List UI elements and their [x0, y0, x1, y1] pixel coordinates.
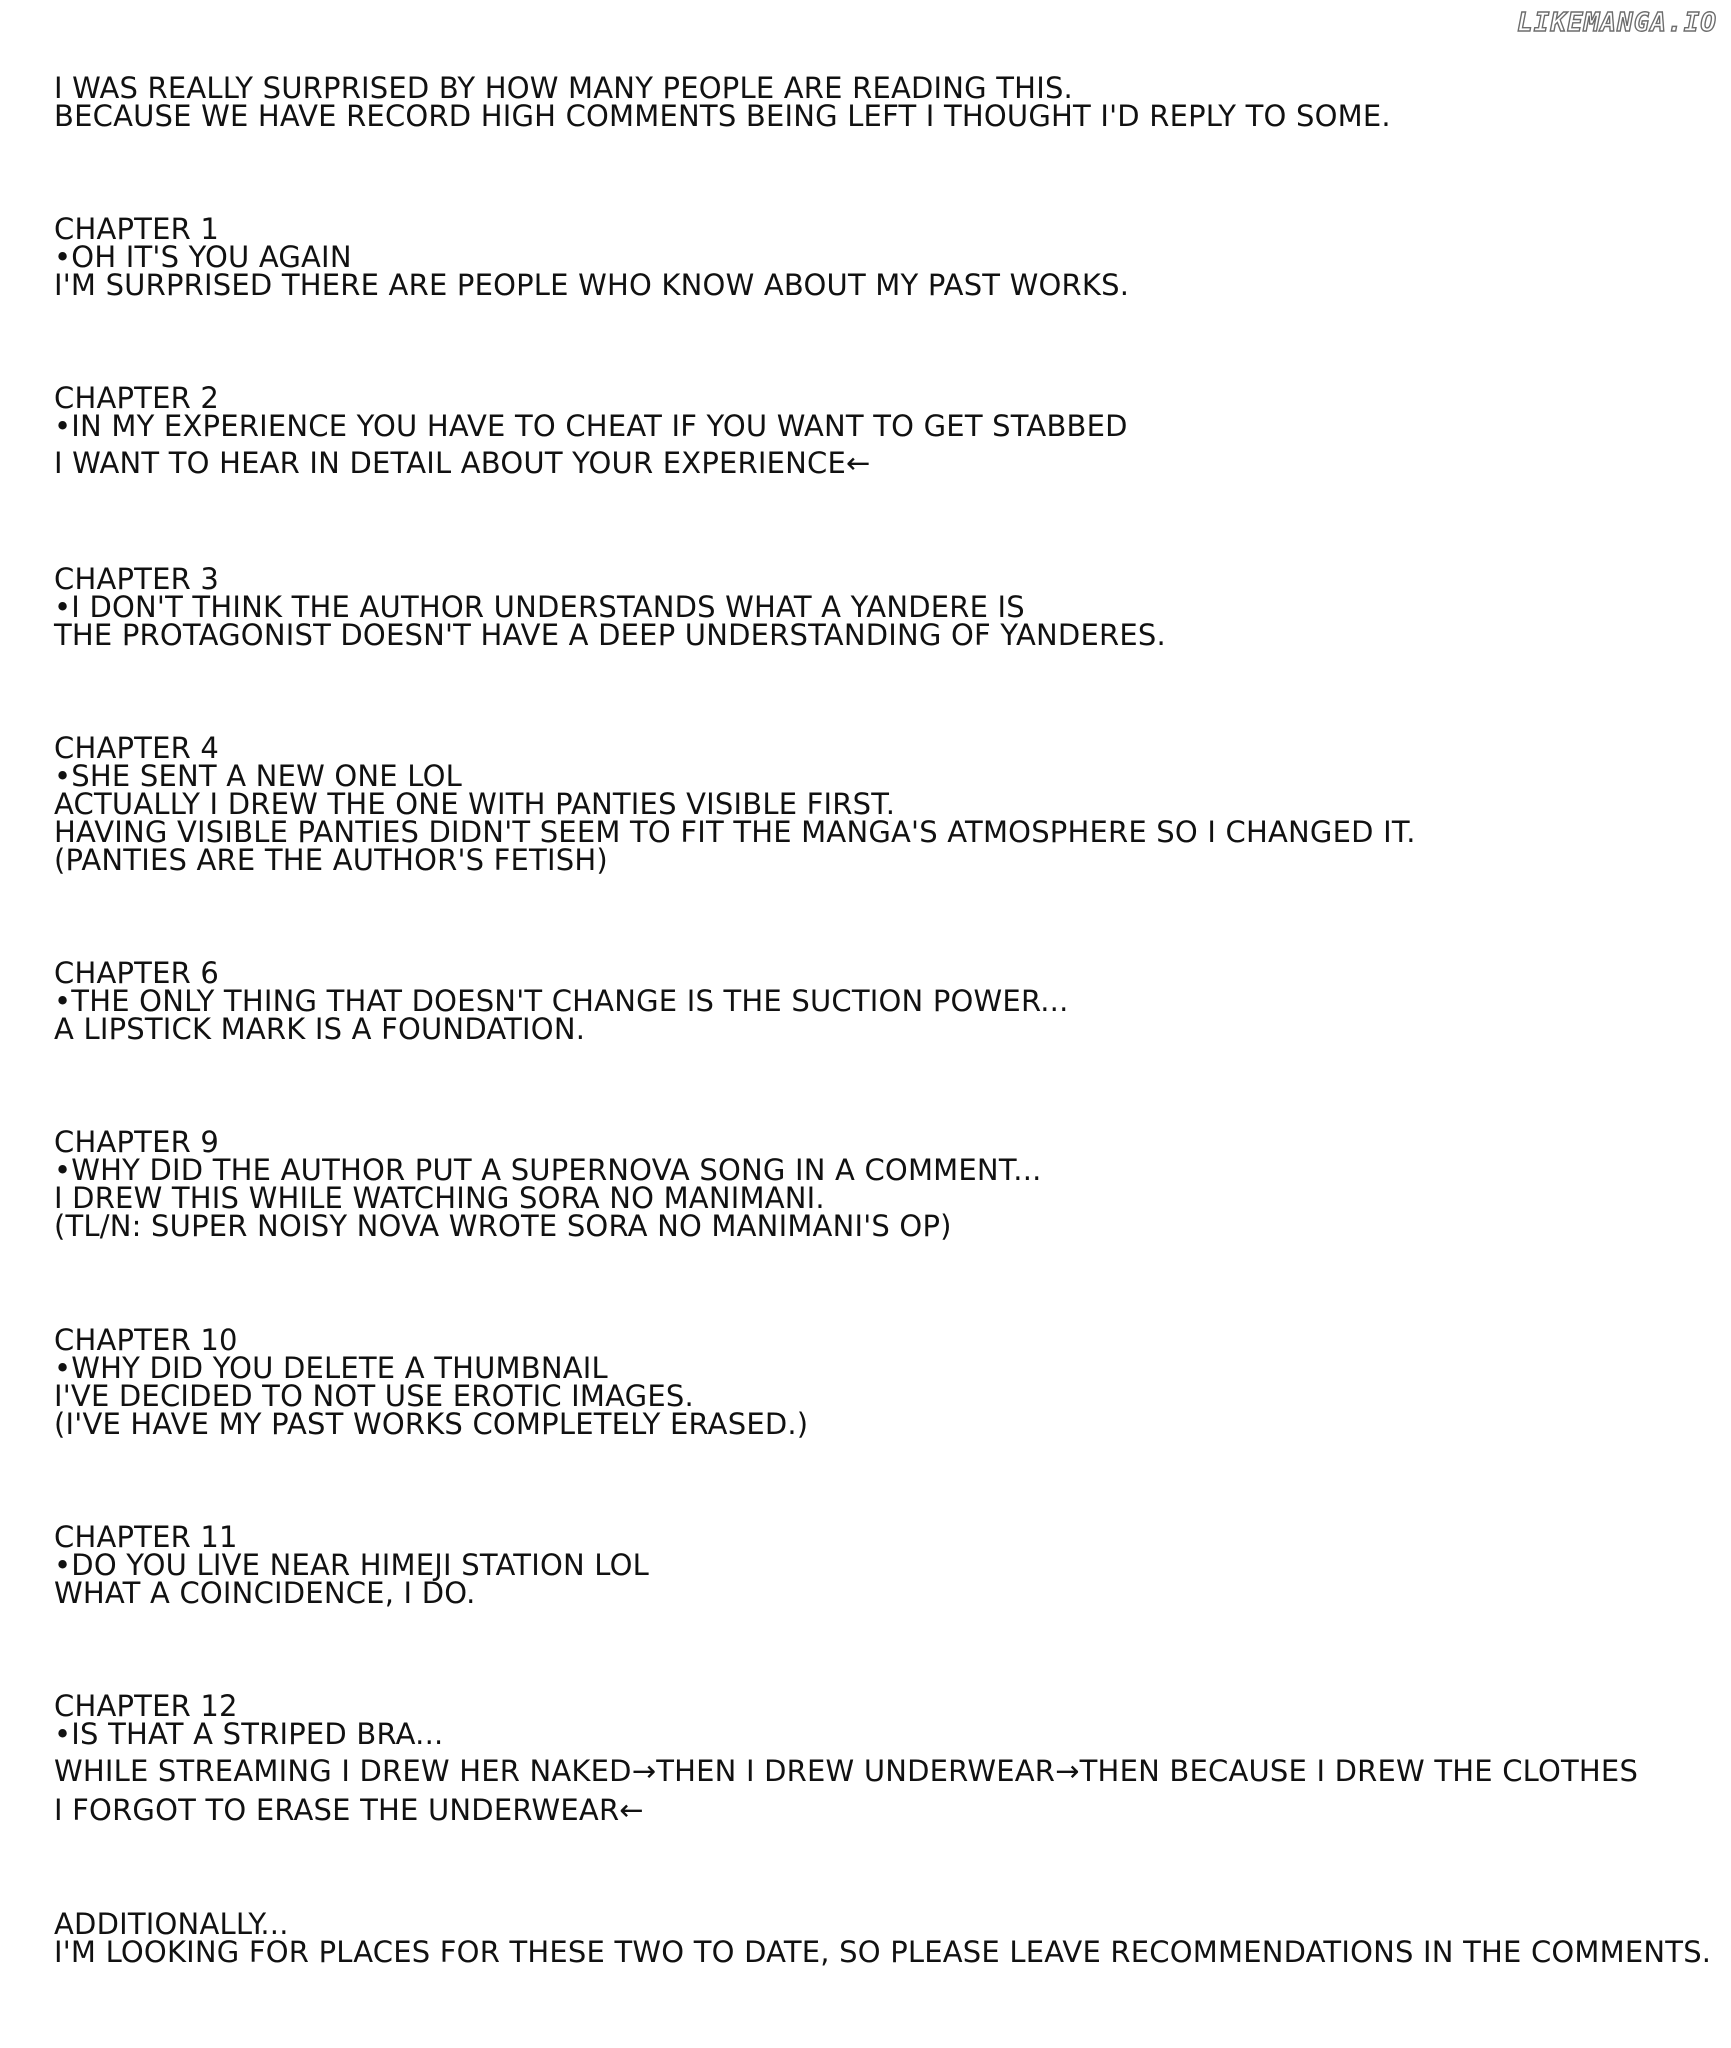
closing-heading: ADDITIONALLY...: [54, 1907, 289, 1941]
comment-line: •DO YOU LIVE NEAR HIMEJI STATION LOL: [54, 1548, 649, 1582]
chapter-heading: CHAPTER 12: [54, 1689, 238, 1723]
reply-line: I FORGOT TO ERASE THE UNDERWEAR←: [54, 1793, 644, 1827]
comment-line: •WHY DID YOU DELETE A THUMBNAIL: [54, 1351, 608, 1385]
chapter-heading: CHAPTER 3: [54, 562, 220, 596]
reply-line: HAVING VISIBLE PANTIES DIDN'T SEEM TO FIT THE MANGA'S ATMOSPHERE SO I CHANGED IT.: [54, 815, 1416, 849]
reply-line: I WANT TO HEAR IN DETAIL ABOUT YOUR EXPERIENCE←: [54, 446, 871, 480]
intro-line: BECAUSE WE HAVE RECORD HIGH COMMENTS BEING LEFT I THOUGHT I'D REPLY TO SOME.: [54, 99, 1391, 133]
reply-line: I DREW THIS WHILE WATCHING SORA NO MANIMANI.: [54, 1181, 825, 1215]
reply-line: THE PROTAGONIST DOESN'T HAVE A DEEP UNDERSTANDING OF YANDERES.: [54, 618, 1166, 652]
chapter-heading: CHAPTER 1: [54, 212, 220, 246]
comment-line: •SHE SENT A NEW ONE LOL: [54, 759, 462, 793]
reply-line: ACTUALLY I DREW THE ONE WITH PANTIES VISIBLE FIRST.: [54, 787, 896, 821]
intro-line: I WAS REALLY SURPRISED BY HOW MANY PEOPLE ARE READING THIS.: [54, 71, 1073, 105]
reply-line: (I'VE HAVE MY PAST WORKS COMPLETELY ERASED.): [54, 1407, 809, 1441]
comment-line: •THE ONLY THING THAT DOESN'T CHANGE IS THE SUCTION POWER...: [54, 984, 1069, 1018]
watermark-logo: LIKEMANGA.IO: [1517, 8, 1717, 38]
chapter-heading: CHAPTER 2: [54, 381, 220, 415]
comment-line: •OH IT'S YOU AGAIN: [54, 240, 352, 274]
chapter-heading: CHAPTER 11: [54, 1520, 238, 1554]
reply-line: WHILE STREAMING I DREW HER NAKED→THEN I DREW UNDERWEAR→THEN BECAUSE I DREW THE CLOTHES: [54, 1754, 1639, 1788]
chapter-heading: CHAPTER 9: [54, 1125, 220, 1159]
reply-line: I'VE DECIDED TO NOT USE EROTIC IMAGES.: [54, 1379, 694, 1413]
chapter-heading: CHAPTER 6: [54, 956, 220, 990]
reply-line: (TL/N: SUPER NOISY NOVA WROTE SORA NO MANIMANI'S OP): [54, 1209, 952, 1243]
chapter-heading: CHAPTER 10: [54, 1323, 238, 1357]
reply-line: (PANTIES ARE THE AUTHOR'S FETISH): [54, 843, 608, 877]
chapter-heading: CHAPTER 4: [54, 731, 220, 765]
comment-line: •I DON'T THINK THE AUTHOR UNDERSTANDS WHAT A YANDERE IS: [54, 590, 1025, 624]
comment-line: •IS THAT A STRIPED BRA...: [54, 1717, 444, 1751]
closing-line: I'M LOOKING FOR PLACES FOR THESE TWO TO DATE, SO PLEASE LEAVE RECOMMENDATIONS IN THE COMMENTS.: [54, 1935, 1712, 1969]
reply-line: I'M SURPRISED THERE ARE PEOPLE WHO KNOW ABOUT MY PAST WORKS.: [54, 268, 1130, 302]
reply-line: WHAT A COINCIDENCE, I DO.: [54, 1576, 476, 1610]
reply-line: A LIPSTICK MARK IS A FOUNDATION.: [54, 1012, 586, 1046]
comment-line: •IN MY EXPERIENCE YOU HAVE TO CHEAT IF YOU WANT TO GET STABBED: [54, 409, 1128, 443]
comment-line: •WHY DID THE AUTHOR PUT A SUPERNOVA SONG IN A COMMENT...: [54, 1153, 1042, 1187]
